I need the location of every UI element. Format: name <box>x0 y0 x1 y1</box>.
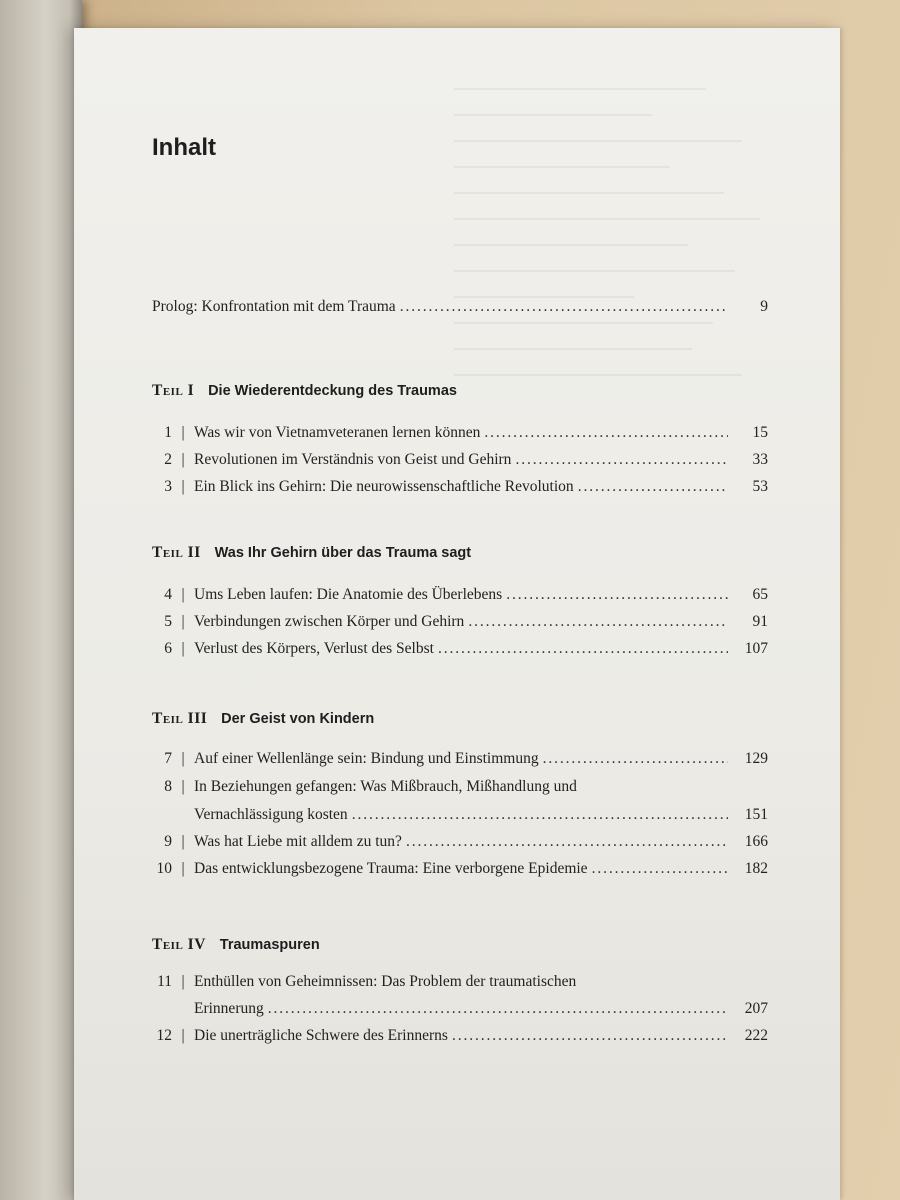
part-label: Teil I <box>152 382 195 399</box>
chapter-number: 12 <box>156 1027 172 1044</box>
entry-title: Das entwicklungsbezogene Trauma: Eine verborgene Epidemie <box>194 860 588 877</box>
dot-leader <box>468 613 728 631</box>
toc-entry-prolog[interactable] <box>152 298 768 316</box>
entry-title: In Beziehungen gefangen: Was Mißbrauch, Mißhandlung und <box>194 778 577 795</box>
facing-page-edge <box>0 0 82 1200</box>
entry-title: Die unerträgliche Schwere des Erinnerns <box>194 1027 448 1044</box>
entry-page: 9 <box>760 298 768 315</box>
part-title: Traumaspuren <box>219 937 320 953</box>
entry-title: Auf einer Wellenlänge sein: Bindung und Einstimmung <box>194 750 539 767</box>
toc-entry[interactable] <box>152 1027 768 1045</box>
chapter-number: 6 <box>164 640 172 657</box>
part-label: Teil II <box>152 544 201 561</box>
separator: | <box>181 478 185 495</box>
part-heading <box>152 382 457 400</box>
entry-title: Was wir von Vietnamveteranen lernen können <box>194 424 481 441</box>
entry-page: 207 <box>744 1000 768 1017</box>
table-of-contents <box>74 28 840 1200</box>
separator: | <box>181 586 185 603</box>
dot-leader <box>406 833 728 851</box>
dot-leader <box>506 586 728 604</box>
entry-title: Revolutionen im Verständnis von Geist und Gehirn <box>194 451 512 468</box>
chapter-number: 3 <box>164 478 172 495</box>
chapter-number: 11 <box>157 973 172 990</box>
separator: | <box>181 860 185 877</box>
part-title: Was Ihr Gehirn über das Trauma sagt <box>214 545 472 561</box>
page-title: Inhalt <box>152 134 216 161</box>
dot-leader <box>268 1000 728 1018</box>
chapter-number: 8 <box>164 778 172 795</box>
part-heading <box>152 544 471 562</box>
toc-entry[interactable] <box>152 424 768 442</box>
entry-title: Prolog: Konfrontation mit dem Trauma <box>152 298 396 315</box>
toc-entry[interactable] <box>152 451 768 469</box>
chapter-number: 4 <box>164 586 172 603</box>
entry-page: 107 <box>744 640 768 657</box>
entry-page: 53 <box>752 478 768 495</box>
chapter-number: 7 <box>164 750 172 767</box>
dot-leader <box>543 750 728 768</box>
dot-leader <box>515 451 728 469</box>
part-heading <box>152 710 374 728</box>
entry-page: 222 <box>744 1027 768 1044</box>
entry-page: 182 <box>744 860 768 877</box>
toc-entry[interactable] <box>152 973 768 991</box>
entry-page: 166 <box>744 833 768 850</box>
dot-leader <box>452 1027 728 1045</box>
entry-page: 33 <box>752 451 768 468</box>
toc-entry[interactable] <box>152 860 768 878</box>
separator: | <box>181 778 185 795</box>
separator: | <box>181 424 185 441</box>
part-title: Die Wiederentdeckung des Traumas <box>208 383 457 399</box>
toc-entry[interactable] <box>152 586 768 604</box>
part-title: Der Geist von Kindern <box>221 711 375 727</box>
entry-title-continuation: Erinnerung <box>194 1000 264 1017</box>
toc-entry-continuation[interactable] <box>194 806 768 824</box>
separator: | <box>181 973 185 990</box>
dot-leader <box>438 640 728 658</box>
toc-entry-continuation[interactable] <box>194 1000 768 1018</box>
toc-entry[interactable] <box>152 613 768 631</box>
entry-page: 91 <box>752 613 768 630</box>
chapter-number: 2 <box>164 451 172 468</box>
entry-page: 15 <box>752 424 768 441</box>
part-label: Teil III <box>152 710 208 727</box>
entry-page: 65 <box>752 586 768 603</box>
toc-entry[interactable] <box>152 750 768 768</box>
entry-page: 129 <box>744 750 768 767</box>
separator: | <box>181 833 185 850</box>
separator: | <box>181 613 185 630</box>
part-label: Teil IV <box>152 936 206 953</box>
dot-leader <box>592 860 728 878</box>
toc-entry[interactable] <box>152 833 768 851</box>
part-heading <box>152 936 320 954</box>
separator: | <box>181 1027 185 1044</box>
chapter-number: 5 <box>164 613 172 630</box>
toc-entry[interactable] <box>152 778 768 796</box>
toc-entry[interactable] <box>152 640 768 658</box>
entry-title: Verbindungen zwischen Körper und Gehirn <box>194 613 465 630</box>
entry-title: Was hat Liebe mit alldem zu tun? <box>194 833 402 850</box>
entry-title: Enthüllen von Geheimnissen: Das Problem der traumatischen <box>194 973 577 990</box>
dot-leader <box>484 424 728 442</box>
dot-leader <box>352 806 728 824</box>
separator: | <box>181 750 185 767</box>
chapter-number: 9 <box>164 833 172 850</box>
separator: | <box>181 640 185 657</box>
dot-leader <box>578 478 728 496</box>
entry-title: Ums Leben laufen: Die Anatomie des Überlebens <box>194 586 503 603</box>
book-page <box>74 28 840 1200</box>
chapter-number: 1 <box>164 424 172 441</box>
chapter-number: 10 <box>156 860 172 877</box>
toc-entry[interactable] <box>152 478 768 496</box>
dot-leader <box>400 298 728 316</box>
entry-title: Ein Blick ins Gehirn: Die neurowissenschaftliche Revolution <box>194 478 574 495</box>
separator: | <box>181 451 185 468</box>
entry-page: 151 <box>744 806 768 823</box>
entry-title: Verlust des Körpers, Verlust des Selbst <box>194 640 434 657</box>
entry-title-continuation: Vernachlässigung kosten <box>194 806 348 823</box>
